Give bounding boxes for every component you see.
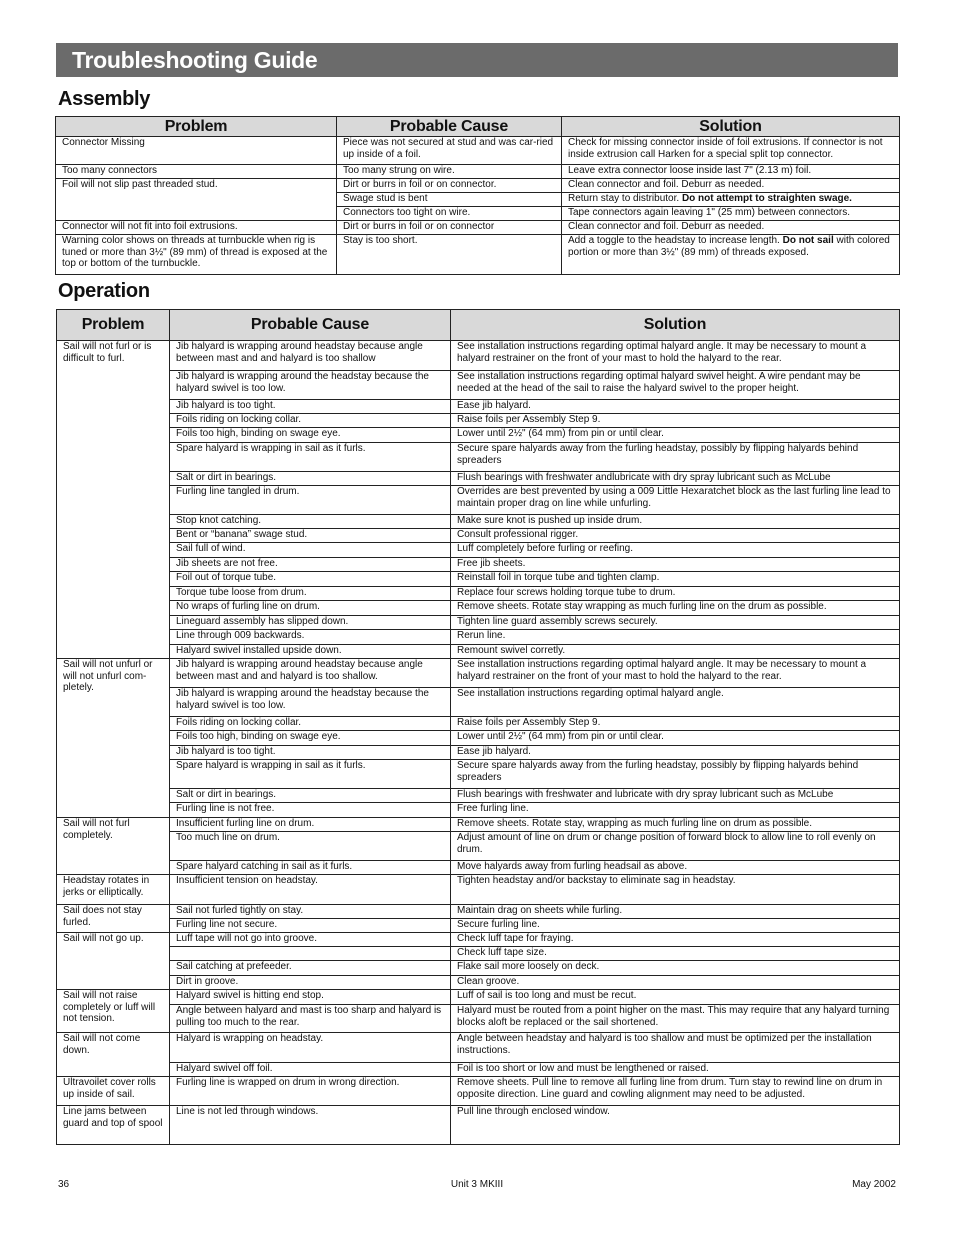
problem-cell-text: Sail will not furl or is difficult to furl. (63, 341, 152, 364)
solution-cell (451, 587, 900, 601)
cause-cell (170, 558, 451, 572)
solution-cell (451, 601, 900, 616)
cause-cell-text: Halyard is wrapping on headstay. (176, 1033, 324, 1044)
cause-cell-text: Dirt or burrs in foil or on connector. (343, 179, 497, 190)
problem-cell-text: Too many connectors (62, 165, 158, 176)
solution-cell (562, 165, 900, 179)
table-row (57, 976, 900, 990)
solution-cell-text: Tighten line guard assembly screws securely. (457, 616, 658, 627)
table-row (57, 515, 900, 529)
cause-cell (170, 688, 451, 717)
table-row (57, 529, 900, 543)
assembly-heading: Assembly (58, 88, 151, 110)
solution-cell-text: Tape connectors again leaving 1" (25 mm) between connectors. (568, 207, 851, 218)
table-row (56, 165, 900, 179)
cause-cell-text: Lineguard assembly has slipped down. (176, 616, 349, 627)
table-row (57, 486, 900, 515)
cause-cell (170, 587, 451, 601)
table-row (56, 235, 900, 275)
table-row (57, 961, 900, 976)
solution-cell (451, 919, 900, 933)
solution-cell-text: Remove sheets. Pull line to remove all furling line from drum. Turn stay to rewind line on drum in opposite direction. Line guard and cowling alignment may need to be adjusted. (457, 1077, 883, 1100)
cause-cell-text: Line is not led through windows. (176, 1106, 319, 1117)
solution-cell-text: Make sure knot is pushed up inside drum. (457, 515, 643, 526)
table-row (57, 371, 900, 400)
cause-cell (170, 832, 451, 861)
cause-cell-text: Furling line is not free. (176, 803, 275, 814)
solution-cell (562, 193, 900, 207)
solution-cell-text: Replace four screws holding torque tube to drum. (457, 587, 676, 598)
assembly-header-row (56, 117, 900, 137)
cause-cell (170, 400, 451, 414)
problem-cell-text: Line jams between guard and top of spool (63, 1106, 163, 1129)
cause-cell-text: Sail catching at prefeeder. (176, 961, 292, 972)
solution-cell (451, 1106, 900, 1145)
problem-cell (56, 221, 337, 235)
solution-cell-text: Check luff tape size. (457, 947, 547, 958)
solution-cell (451, 616, 900, 630)
solution-cell-text: See installation instructions regarding optimal halyard angle. It may be necessary to mount a halyard restrainer on the front of your mast to hold the halyard to the rear. (457, 341, 867, 364)
cause-cell (337, 193, 562, 207)
solution-cell-text: Lower until 2½" (64 mm) from pin or until clear. (457, 428, 664, 439)
table-row (57, 558, 900, 572)
problem-cell (56, 137, 337, 165)
column-header-probable-cause: Probable Cause (337, 117, 562, 137)
cause-cell-text: Insufficient furling line on drum. (176, 818, 315, 829)
cause-cell (170, 1033, 451, 1063)
cause-cell-text: Insufficient tension on headstay. (176, 875, 318, 886)
table-row (57, 543, 900, 558)
table-row (56, 221, 900, 235)
column-header-probable-cause: Probable Cause (170, 310, 451, 341)
cause-cell (170, 760, 451, 789)
problem-cell-text: Warning color shows on threads at turnbuckle when rig is tuned or more than 3½" (89 mm) of thread is exposed at the top or bottom of the turnbuckle. (62, 235, 328, 269)
table-row (57, 572, 900, 587)
cause-cell-text: Jib halyard is wrapping around the headstay because the halyard swivel is too low. (176, 688, 429, 711)
solution-cell (451, 371, 900, 400)
cause-cell-text: Stay is too short. (343, 235, 418, 246)
problem-cell-text: Sail will not come down. (63, 1033, 141, 1056)
solution-cell-text: Lower until 2½" (64 mm) from pin or until clear. (457, 731, 664, 742)
solution-cell (451, 428, 900, 443)
problem-cell-text: Ultravoilet cover rolls up inside of sail. (63, 1077, 156, 1100)
problem-cell (56, 165, 337, 179)
cause-cell-text: Salt or dirt in bearings. (176, 472, 277, 483)
table-row (57, 832, 900, 861)
solution-cell (451, 746, 900, 760)
solution-cell (451, 832, 900, 861)
cause-cell (170, 616, 451, 630)
problem-cell (57, 933, 170, 990)
solution-cell (451, 659, 900, 688)
cause-cell (170, 961, 451, 976)
solution-cell (451, 905, 900, 919)
assembly-table (55, 116, 900, 275)
solution-cell (451, 976, 900, 990)
solution-cell-text: Clean groove. (457, 976, 520, 987)
cause-cell-text: Foils too high, binding on swage eye. (176, 428, 341, 439)
solution-cell (451, 515, 900, 529)
table-row (57, 933, 900, 947)
solution-cell-text: Luff completely before furling or reefing. (457, 543, 634, 554)
cause-cell-text: Dirt or burrs in foil or on connector (343, 221, 495, 232)
cause-cell (337, 179, 562, 193)
problem-cell-text: Sail will not raise completely or luff will not tension. (63, 990, 156, 1024)
column-header-problem: Problem (56, 117, 337, 137)
solution-cell (451, 486, 900, 515)
solution-cell (562, 221, 900, 235)
solution-cell (451, 947, 900, 961)
cause-cell (170, 371, 451, 400)
table-row (57, 1106, 900, 1145)
solution-bold-text: Do not attempt to straighten swage. (681, 193, 852, 204)
solution-cell-text: Move halyards away from furling headsail as above. (457, 861, 688, 872)
solution-cell (451, 572, 900, 587)
table-row (57, 760, 900, 789)
cause-cell-text: Furling line tangled in drum. (176, 486, 300, 497)
problem-cell (57, 1106, 170, 1145)
cause-cell-text: Bent or “banana” swage stud. (176, 529, 308, 540)
problem-cell-text: Connector will not fit into foil extrusions. (62, 221, 238, 232)
solution-bold-text: Do not sail (782, 235, 834, 246)
table-row (57, 414, 900, 428)
solution-cell-text: Secure spare halyards away from the furling headstay, possibly by flipping halyards behind spreaders (457, 760, 859, 783)
problem-cell-text: Headstay rotates in jerks or elliptically. (63, 875, 150, 898)
cause-cell-text: Torque tube loose from drum. (176, 587, 307, 598)
solution-cell-text: Remount swivel corretly. (457, 645, 566, 656)
cause-cell (170, 1077, 451, 1106)
cause-cell (170, 818, 451, 832)
solution-cell-text: Foil is too short or low and must be lengthened or raised. (457, 1063, 709, 1074)
solution-cell-text: Rerun line. (457, 630, 506, 641)
solution-cell-text: Clean connector and foil. Deburr as needed. (568, 179, 765, 190)
solution-cell-text: Check for missing connector inside of foil extrusions. If connector is not inside extrusion call Harken for a special split top connector. (568, 137, 883, 160)
cause-cell (170, 990, 451, 1005)
solution-cell (451, 341, 900, 371)
cause-cell-text: Foil out of torque tube. (176, 572, 277, 583)
table-row (57, 919, 900, 933)
cause-cell (337, 165, 562, 179)
operation-header-row (57, 310, 900, 341)
cause-cell (170, 414, 451, 428)
cause-cell (170, 746, 451, 760)
operation-heading: Operation (58, 280, 150, 302)
cause-cell-text: Sail not furled tightly on stay. (176, 905, 304, 916)
problem-cell-text: Sail does not stay furled. (63, 905, 142, 928)
table-row (57, 443, 900, 472)
solution-cell-text: Angle between headstay and halyard is too shallow and must be optimized per the installation instructions. (457, 1033, 872, 1056)
problem-cell (57, 1033, 170, 1077)
solution-cell-text: Remove sheets. Rotate stay wrapping as much furling line on the drum as possible. (457, 601, 827, 612)
solution-cell-text: Add a toggle to the headstay to increase length. (568, 235, 783, 246)
table-row (57, 616, 900, 630)
solution-cell (451, 1077, 900, 1106)
problem-cell (57, 1077, 170, 1106)
problem-cell-text: Sail will not unfurl or will not unfurl com-pletely. (63, 659, 153, 693)
table-row (57, 990, 900, 1005)
solution-cell (451, 717, 900, 731)
table-row (57, 428, 900, 443)
problem-cell (57, 659, 170, 818)
cause-cell-text: Line through 009 backwards. (176, 630, 305, 641)
cause-cell (170, 905, 451, 919)
cause-cell-text: Sail full of wind. (176, 543, 246, 554)
solution-cell (451, 789, 900, 803)
cause-cell (170, 1005, 451, 1033)
cause-cell-text: Luff tape will not go into groove. (176, 933, 318, 944)
cause-cell (170, 543, 451, 558)
table-row (57, 803, 900, 818)
cause-cell-text: Connectors too tight on wire. (343, 207, 471, 218)
solution-cell (451, 443, 900, 472)
cause-cell-text: Jib halyard is wrapping around headstay because angle between mast and and halyard is too shallow. (176, 659, 423, 682)
solution-cell (451, 731, 900, 746)
solution-cell-text: Reinstall foil in torque tube and tighten clamp. (457, 572, 660, 583)
column-header-problem: Problem (57, 310, 170, 341)
cause-cell-text: Jib sheets are not free. (176, 558, 278, 569)
cause-cell-text: Jib halyard is wrapping around headstay because angle between mast and and halyard is too shallow (176, 341, 423, 364)
solution-cell-text: Halyard must be routed from a point higher on the mast. This may require that any halyard turning blocks aloft be replaced or the sail shortened. (457, 1005, 890, 1028)
problem-cell-text: Connector Missing (62, 137, 145, 148)
solution-cell (451, 875, 900, 905)
cause-cell (170, 572, 451, 587)
cause-cell (170, 1106, 451, 1145)
solution-cell-text: Flush bearings with freshwater and lubricate with dry spray lubricant such as McLube (457, 789, 834, 800)
problem-cell (56, 235, 337, 275)
cause-cell-text: Swage stud is bent (343, 193, 428, 204)
cause-cell (170, 659, 451, 688)
solution-cell-text: Flake sail more loosely on deck. (457, 961, 600, 972)
solution-cell (451, 961, 900, 976)
cause-cell (170, 731, 451, 746)
table-row (57, 645, 900, 659)
solution-after-text: with colored portion or more than 3½" (89 mm) of threads exposed. (568, 235, 890, 258)
table-row (57, 731, 900, 746)
problem-cell (57, 905, 170, 933)
cause-cell-text: Jib halyard is too tight. (176, 746, 276, 757)
cause-cell (170, 803, 451, 818)
table-row (57, 472, 900, 486)
solution-cell-text: Secure spare halyards away from the furling headstay, possibly by flipping halyards behind spreaders (457, 443, 859, 466)
solution-cell-text: Ease jib halyard. (457, 746, 531, 757)
problem-cell (57, 990, 170, 1033)
solution-cell (451, 472, 900, 486)
solution-cell (451, 990, 900, 1005)
cause-cell (170, 515, 451, 529)
cause-cell (170, 919, 451, 933)
table-row (57, 587, 900, 601)
solution-cell-text: Consult professional rigger. (457, 529, 579, 540)
column-header-solution: Solution (562, 117, 900, 137)
table-row (57, 630, 900, 645)
cause-cell-text: Stop knot catching. (176, 515, 262, 526)
cause-cell-text: Salt or dirt in bearings. (176, 789, 277, 800)
solution-cell-text: Raise foils per Assembly Step 9. (457, 414, 601, 425)
solution-cell-text: Return stay to distributor. (568, 193, 682, 204)
cause-cell (170, 947, 451, 961)
solution-cell (451, 803, 900, 818)
cause-cell (337, 221, 562, 235)
problem-cell (57, 875, 170, 905)
solution-cell (562, 179, 900, 193)
cause-cell (170, 1063, 451, 1077)
cause-cell (170, 645, 451, 659)
cause-cell (170, 428, 451, 443)
solution-cell (451, 818, 900, 832)
cause-cell-text: Jib halyard is too tight. (176, 400, 276, 411)
cause-cell (170, 933, 451, 947)
problem-cell-text: Sail will not furl completely. (63, 818, 130, 841)
table-row (56, 137, 900, 165)
solution-cell-text: See installation instructions regarding optimal halyard angle. It may be necessary to mount a halyard restrainer on the front of your mast to hold the halyard to the rear. (457, 659, 867, 682)
solution-cell-text: Raise foils per Assembly Step 9. (457, 717, 601, 728)
solution-cell (451, 558, 900, 572)
cause-cell-text: Furling line not secure. (176, 919, 278, 930)
cause-cell-text: Spare halyard catching in sail as it furls. (176, 861, 353, 872)
problem-cell (56, 179, 337, 221)
table-row (57, 400, 900, 414)
solution-cell-text: Clean connector and foil. Deburr as needed. (568, 221, 765, 232)
cause-cell-text: No wraps of furling line on drum. (176, 601, 320, 612)
problem-cell-text: Sail will not go up. (63, 933, 144, 944)
solution-cell-text: Check luff tape for fraying. (457, 933, 574, 944)
footer-document-name: Unit 3 MKIII (450, 1179, 504, 1190)
cause-cell (170, 443, 451, 472)
solution-cell (451, 688, 900, 717)
page-title: Troubleshooting Guide (56, 43, 898, 77)
cause-cell-text: Too much line on drum. (176, 832, 280, 843)
cause-cell (170, 717, 451, 731)
problem-cell (57, 341, 170, 659)
solution-cell-text: Secure furling line. (457, 919, 540, 930)
solution-cell (451, 543, 900, 558)
table-row (57, 688, 900, 717)
table-row (57, 947, 900, 961)
page-number: 36 (58, 1179, 70, 1190)
solution-cell-text: Maintain drag on sheets while furling. (457, 905, 623, 916)
column-header-solution: Solution (451, 310, 900, 341)
cause-cell-text: Spare halyard is wrapping in sail as it furls. (176, 443, 366, 454)
cause-cell (170, 976, 451, 990)
solution-cell-text: Free furling line. (457, 803, 529, 814)
solution-cell-text: Flush bearings with freshwater andlubricate with dry spray lubricant such as McLube (457, 472, 831, 483)
cause-cell-text: Foils riding on locking collar. (176, 717, 302, 728)
table-row (57, 341, 900, 371)
solution-cell (451, 414, 900, 428)
cause-cell (337, 207, 562, 221)
table-row (57, 861, 900, 875)
operation-table (56, 309, 900, 1145)
problem-cell (57, 818, 170, 875)
table-row (57, 659, 900, 688)
solution-cell-text: Luff of sail is too long and must be recut. (457, 990, 637, 1001)
table-row (57, 601, 900, 616)
cause-cell (170, 789, 451, 803)
table-row (56, 179, 900, 193)
table-row (57, 875, 900, 905)
solution-cell-text: See installation instructions regarding optimal halyard swivel height. A wire pendant may be needed at the head of the sail to raise the halyard swivel to the proper height. (457, 371, 861, 394)
table-row (57, 1005, 900, 1033)
cause-cell-text: Piece was not secured at stud and was car-ried up inside of a foil. (343, 137, 554, 160)
solution-cell-text: Overrides are best prevented by using a 009 Little Hexaratchet block as the last furling line lead to maintain proper drag on line while unfurling. (457, 486, 891, 509)
solution-cell (451, 645, 900, 659)
cause-cell (337, 235, 562, 275)
cause-cell-text: Spare halyard is wrapping in sail as it furls. (176, 760, 366, 771)
table-row (57, 1077, 900, 1106)
solution-cell-text: Remove sheets. Rotate stay, wrapping as much furling line on drum as possible. (457, 818, 812, 829)
table-row (57, 1063, 900, 1077)
table-row (57, 717, 900, 731)
solution-cell (451, 529, 900, 543)
solution-cell-text: Free jib sheets. (457, 558, 526, 569)
cause-cell-text: Halyard swivel is hitting end stop. (176, 990, 324, 1001)
solution-cell (451, 1033, 900, 1063)
solution-cell-text: Tighten headstay and/or backstay to eliminate sag in headstay. (457, 875, 736, 886)
solution-cell (451, 400, 900, 414)
footer-date: May 2002 (852, 1179, 896, 1190)
cause-cell (170, 486, 451, 515)
solution-cell (451, 933, 900, 947)
table-row (57, 905, 900, 919)
cause-cell (170, 601, 451, 616)
cause-cell-text: Dirt in groove. (176, 976, 239, 987)
cause-cell (170, 472, 451, 486)
cause-cell (170, 630, 451, 645)
cause-cell-text: Halyard swivel off foil. (176, 1063, 273, 1074)
cause-cell-text: Foils riding on locking collar. (176, 414, 302, 425)
cause-cell-text: Foils too high, binding on swage eye. (176, 731, 341, 742)
cause-cell (170, 529, 451, 543)
cause-cell-text: Jib halyard is wrapping around the headstay because the halyard swivel is too low. (176, 371, 429, 394)
cause-cell-text: Furling line is wrapped on drum in wrong direction. (176, 1077, 400, 1088)
cause-cell (170, 861, 451, 875)
cause-cell (170, 341, 451, 371)
solution-cell-text: Adjust amount of line on drum or change position of forward block to allow line to roll evenly on drum. (457, 832, 876, 855)
problem-cell-text: Foil will not slip past threaded stud. (62, 179, 218, 190)
cause-cell-text: Halyard swivel installed upside down. (176, 645, 342, 656)
cause-cell (170, 875, 451, 905)
solution-cell (451, 861, 900, 875)
cause-cell (337, 137, 562, 165)
solution-cell (451, 1063, 900, 1077)
solution-cell (451, 1005, 900, 1033)
solution-cell-text: See installation instructions regarding optimal halyard angle. (457, 688, 724, 699)
solution-cell (562, 235, 900, 275)
solution-cell (451, 760, 900, 789)
solution-cell (562, 137, 900, 165)
cause-cell-text: Angle between halyard and mast is too sharp and halyard is pulling too much to the rear. (176, 1005, 442, 1028)
table-row (57, 789, 900, 803)
cause-cell-text: Too many strung on wire. (343, 165, 455, 176)
solution-cell-text: Leave extra connector loose inside last 7" (2.13 m) foil. (568, 165, 812, 176)
table-row (57, 1033, 900, 1063)
solution-cell (451, 630, 900, 645)
table-row (57, 818, 900, 832)
solution-cell-text: Pull line through enclosed window. (457, 1106, 610, 1117)
solution-cell-text: Ease jib halyard. (457, 400, 531, 411)
solution-cell (562, 207, 900, 221)
table-row (57, 746, 900, 760)
